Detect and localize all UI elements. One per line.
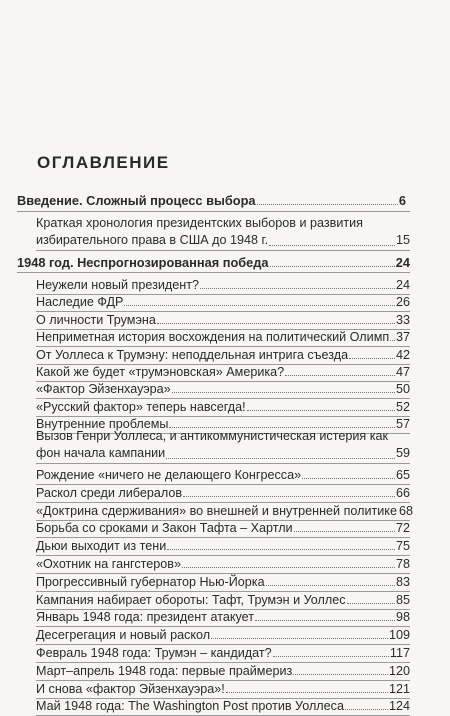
toc-heading: ОГЛАВЛЕНИЕ [37, 153, 170, 172]
toc-entry-page: 120 [388, 663, 410, 678]
toc-entry-chronology[interactable] [36, 215, 410, 249]
toc-entry[interactable] [36, 682, 410, 696]
toc-entry-page: 65 [395, 468, 410, 482]
toc-entry-title: «Фактор Эйзенхауэра» [36, 382, 171, 397]
toc-entry-page: 24 [395, 278, 410, 292]
toc-entry-page: 33 [395, 312, 410, 327]
leader-dots [255, 620, 395, 621]
toc-entry-title: Рождение «ничего не делающего Конгресса» [36, 468, 302, 482]
toc-rule [17, 211, 410, 212]
toc-entry-title: Введение. Сложный процесс выбора [17, 193, 256, 208]
leader-dots [347, 603, 395, 604]
toc-entry[interactable] [36, 295, 410, 309]
toc-entry-page: 6 [398, 193, 406, 208]
toc-entry-page: 59 [395, 446, 410, 460]
toc-entry-page: 66 [395, 485, 410, 500]
toc-entry-title: «Доктрина сдерживания» во внешней и внутренней политике [36, 503, 397, 518]
toc-entry[interactable] [36, 382, 410, 396]
toc-entry-title: Январь 1948 года: президент атакует [36, 610, 255, 625]
leader-dots [247, 410, 395, 411]
toc-entry-page: 24 [395, 255, 410, 270]
leader-dots [345, 709, 388, 710]
toc-entry-page: 68 [398, 503, 413, 518]
toc-entry[interactable] [36, 468, 410, 482]
toc-entry-page: 37 [395, 330, 410, 345]
toc-entry[interactable] [36, 503, 413, 518]
leader-dots [257, 204, 398, 205]
toc-entry-title: Внутренние проблемы [36, 417, 169, 432]
leader-dots [390, 340, 395, 341]
leader-dots [166, 458, 395, 459]
toc-entry-title: Февраль 1948 года: Трумэн – кандидат? [36, 646, 272, 660]
toc-entry[interactable] [36, 278, 410, 292]
toc-entry-title: Наследие ФДР [36, 295, 124, 310]
toc-entry-page: 78 [395, 557, 410, 571]
toc-entry-title: Прогрессивный губернатор Нью-Йорка [36, 574, 265, 589]
toc-entry-page: 75 [395, 539, 410, 554]
leader-dots [157, 323, 395, 324]
toc-entry[interactable] [36, 646, 410, 660]
toc-entry-title: Неужели новый президент? [36, 278, 199, 292]
leader-dots [293, 674, 388, 675]
leader-dots [226, 692, 388, 693]
toc-entry-page: 121 [388, 681, 410, 696]
toc-entry-title: Неприметная история восхождения на политический Олимп [36, 330, 390, 345]
toc-entry[interactable] [36, 365, 410, 379]
toc-entry-title: Десегрегация и новый раскол [36, 628, 211, 643]
toc-entry-title-line1: Краткая хронология президентских выборов и развития [36, 216, 363, 230]
leader-dots [294, 531, 395, 532]
toc-entry[interactable] [36, 313, 410, 327]
toc-entry-title: Дьюи выходит из тени [36, 539, 167, 554]
toc-entry-wallace[interactable] [36, 428, 410, 462]
toc-entry[interactable] [36, 539, 410, 553]
toc-entry-page: 124 [388, 699, 410, 714]
toc-entry[interactable] [36, 521, 410, 535]
toc-entry-title-line2: избирательного права в США до 1948 г. [36, 233, 269, 247]
toc-entry-page: 57 [395, 417, 410, 432]
toc-entry-page: 72 [395, 521, 410, 536]
toc-entry-page: 42 [395, 347, 410, 362]
toc-entry-title: Май 1948 года: The Washington Post против Уоллеса [36, 699, 344, 714]
toc-entry[interactable] [36, 610, 410, 624]
toc-entry-page: 83 [395, 574, 410, 589]
toc-entry-title: Март–апрель 1948 года: первые праймериз [36, 663, 293, 678]
leader-dots [266, 585, 395, 586]
toc-entry-title: Какой же будет «трумэновская» Америка? [36, 365, 285, 379]
toc-entry[interactable] [36, 575, 410, 589]
toc-entry-page: 52 [395, 399, 410, 414]
leader-dots [183, 496, 395, 497]
toc-entry-title: От Уоллеса к Трумэну: неподдельная интрига съезда [36, 347, 349, 362]
leader-dots [124, 305, 395, 306]
toc-entry[interactable] [36, 593, 410, 607]
toc-rule [36, 250, 410, 251]
toc-entry-title-line1: Вызов Генри Уоллеса, и антикоммунистическая истерия как [36, 429, 389, 443]
toc-entry[interactable] [36, 628, 410, 642]
toc-entry-title: «Русский фактор» теперь навсегда! [36, 399, 246, 414]
toc-rule [17, 272, 410, 273]
toc-entry-title: Борьба со сроками и Закон Тафта – Хартли [36, 521, 293, 536]
toc-entry-chapter[interactable] [17, 256, 410, 270]
toc-entry[interactable] [36, 557, 410, 571]
toc-entry-title: И снова «фактор Эйзенхауэра»! [36, 681, 225, 696]
leader-dots [273, 656, 389, 657]
toc-rule [36, 463, 410, 464]
toc-entry-intro[interactable] [17, 194, 406, 208]
toc-entry-title: О личности Трумэна [36, 312, 156, 327]
leader-dots [285, 375, 395, 376]
toc-entry[interactable] [36, 699, 410, 713]
toc-entry[interactable] [36, 348, 410, 362]
toc-entry-page: 26 [395, 295, 410, 310]
toc-entry[interactable] [36, 486, 410, 500]
leader-dots [270, 266, 395, 267]
leader-dots [211, 638, 388, 639]
toc-entry-page: 117 [389, 646, 410, 660]
toc-entry-title: Раскол среди либералов [36, 485, 183, 500]
leader-dots [349, 358, 395, 359]
toc-entry-page: 85 [395, 592, 410, 607]
toc-entry-page: 98 [395, 610, 410, 625]
leader-dots [167, 549, 395, 550]
toc-entry[interactable] [36, 664, 410, 678]
leader-dots [172, 392, 395, 393]
toc-entry[interactable] [36, 400, 410, 414]
toc-entry[interactable] [36, 330, 410, 344]
toc-entry-title: Кампания набирает обороты: Тафт, Трумэн и Уоллес [36, 592, 346, 607]
leader-dots [269, 245, 395, 246]
toc-entry-title: «Охотник на гангстеров» [36, 557, 181, 571]
leader-dots [200, 288, 395, 289]
toc-entry-title: 1948 год. Неспрогнозированная победа [17, 255, 269, 270]
toc-entry-title-line2: фон начала кампании [36, 446, 166, 460]
toc-entry-page: 109 [388, 628, 410, 643]
leader-dots [302, 478, 395, 479]
toc-entry-page: 15 [395, 233, 410, 247]
toc-entry-page: 50 [395, 382, 410, 397]
leader-dots [182, 567, 395, 568]
toc-entry-page: 47 [395, 365, 410, 379]
